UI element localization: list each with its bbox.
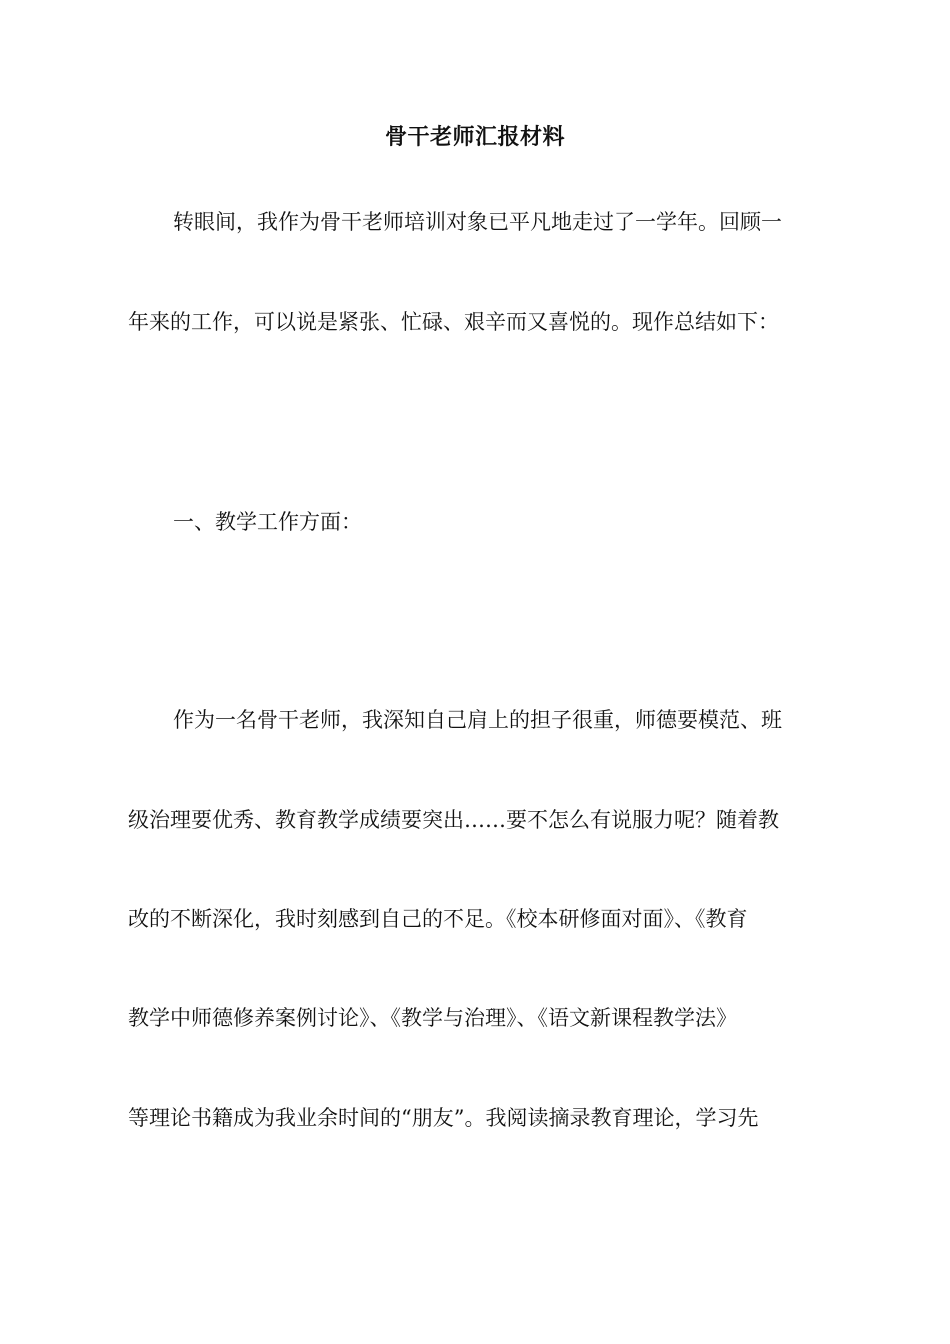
paragraph-line: 年来的工作，可以说是紧张、忙碌、艰辛而又喜悦的。现作总结如下： bbox=[128, 310, 779, 334]
paragraph-line: 级治理要优秀、教育教学成绩要突出……要不怎么有说服力呢？随着教 bbox=[128, 808, 779, 832]
document-title: 骨干老师汇报材料 bbox=[384, 125, 565, 150]
paragraph-line: 转眼间，我作为骨干老师培训对象已平凡地走过了一学年。回顾一 bbox=[173, 210, 782, 234]
section-heading: 一、教学工作方面： bbox=[173, 510, 362, 534]
paragraph-line: 等理论书籍成为我业余时间的“朋友”。我阅读摘录教育理论，学习先 bbox=[128, 1106, 759, 1130]
paragraph-line: 教学中师德修养案例讨论》、《教学与治理》、《语文新课程教学法》 bbox=[128, 1006, 737, 1030]
paragraph-line: 作为一名骨干老师，我深知自己肩上的担子很重，师德要模范、班 bbox=[173, 708, 782, 732]
paragraph-line: 改的不断深化，我时刻感到自己的不足。《校本研修面对面》、《教育 bbox=[128, 907, 748, 931]
